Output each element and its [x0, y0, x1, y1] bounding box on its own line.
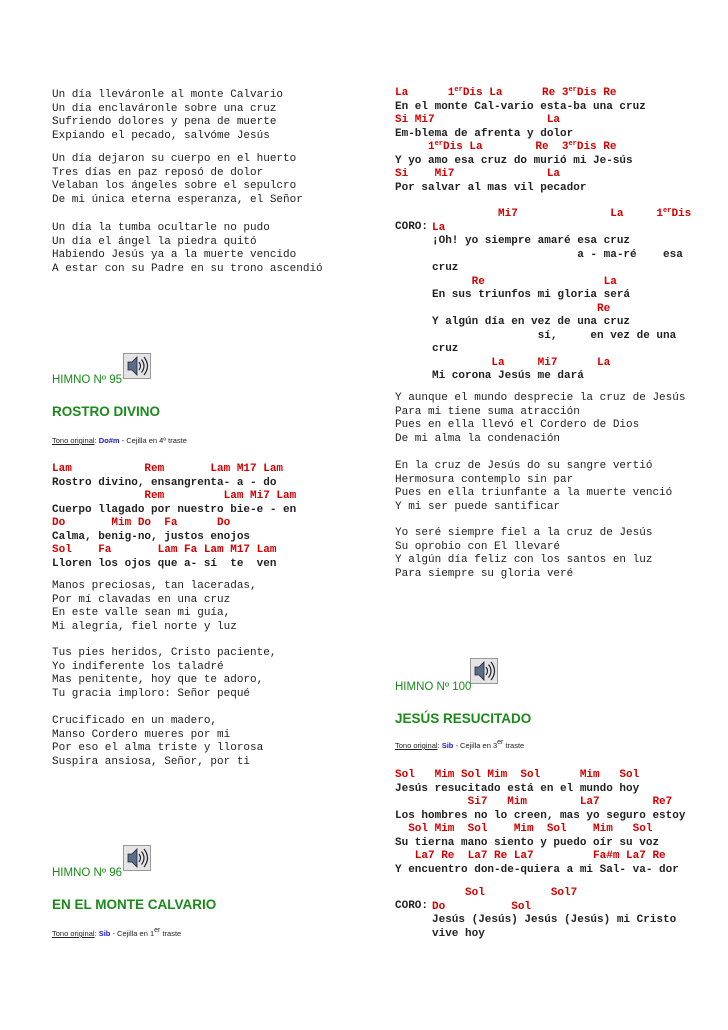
chord-text: Si7 Mim La7 Re7 — [395, 796, 673, 808]
rostro-stanza-line: Manso Cordero mueres por mi — [52, 728, 231, 741]
chord-superscript: er — [568, 140, 577, 148]
monte-calvario-coro-lyric-line: Mi corona Jesús me dará — [432, 370, 584, 382]
rostro-divino-lyric-line: Cuerpo llagado por nuestro bie-e - en — [52, 503, 297, 516]
jesus-resucitado-chord-line — [395, 796, 672, 810]
rostro-stanza-line: Tu gracia imploro: Señor pequé — [52, 687, 251, 700]
calvario-stanza-line: Pues en ella llevó el Cordero de Dios — [395, 419, 640, 431]
himno-96-label: HIMNO Nº 96 — [52, 867, 123, 879]
jesus-resucitado-chord-line — [395, 850, 666, 864]
chord-text: Mi7 La 1 — [432, 208, 664, 220]
left-stanza-line: Velaban los ángeles sobre el sepulcro — [52, 180, 297, 192]
monte-calvario-coro-lyric-line: cruz — [432, 343, 459, 355]
calvario-stanza-line: De mi alma la condenación — [395, 432, 561, 445]
chord-text: Do Mim Do Fa Do — [52, 517, 231, 529]
tono-key: Sib — [441, 741, 454, 750]
monte-calvario-verse-chord-line — [395, 168, 560, 182]
himno-95-tono-original: Tono original: Do#m - Cejilla en 4º traste — [52, 436, 187, 445]
chord-text: Dis La Re 3 — [462, 87, 569, 99]
monte-calvario-verse-lyric-line: Y yo amo esa cruz do murió mi Je-sús — [395, 154, 633, 167]
chord-text: Re — [432, 302, 611, 315]
calvario-stanza-line: Pues en ella triunfante a la muerte venció — [395, 487, 673, 499]
monte-calvario-coro-lyric-line: cruz — [432, 262, 459, 274]
calvario-stanza-line: En la cruz de Jesús do su sangre vertió — [395, 460, 653, 472]
left-stanza-line: Un día el ángel la piedra quitó — [52, 235, 257, 248]
chord-text: Sol Fa Lam Fa Lam M17 Lam — [52, 544, 277, 556]
calvario-stanza-line: Para mi tiene suma atracción — [395, 405, 580, 418]
rostro-stanza-line: Yo indiferente los taladré — [52, 660, 224, 673]
himno-95-label: HIMNO Nº 95 — [52, 374, 123, 386]
calvario-stanza-line: Y mi ser puede santificar — [395, 500, 561, 513]
himno-96-title: EN EL MONTE CALVARIO — [52, 897, 217, 912]
jesus-resucitado-lyric-line: Los hombres no lo creen, mas yo seguro estoy — [395, 809, 686, 822]
rostro-divino-lyric-line: Rostro divino, ensangrenta- a - do — [52, 476, 277, 489]
tono-key: Do#m — [98, 436, 120, 445]
rostro-stanza-line: Por eso el alma triste y llorosa — [52, 742, 264, 754]
jesus-resucitado-coro-chord-line — [432, 887, 577, 901]
monte-calvario-verse-lyric-line: Por salvar al mas vil pecador — [395, 181, 587, 194]
jesus-resucitado-lyric-line: Su tierna mano siento y puedo oír su voz — [395, 836, 660, 849]
jesus-resucitado-coro-lyric-line: vive hoy — [432, 927, 485, 940]
rostro-stanza-line: Manos preciosas, tan laceradas, — [52, 580, 257, 592]
tono-label: Tono original — [395, 741, 438, 750]
chord-text: Dis Re — [576, 87, 617, 99]
himno-96-tono-original: Tono original: Sib - Cejilla en 1er traste — [52, 927, 182, 938]
calvario-stanza-line: Para siempre su gloria veré — [395, 567, 574, 580]
chord-text: Rem Lam Mi7 Lam — [52, 490, 297, 502]
left-stanza-line: Un día dejaron su cuerpo en el huerto — [52, 153, 297, 165]
tono-label: Tono original — [52, 929, 95, 938]
monte-calvario-coro-chord-line — [432, 208, 691, 222]
rostro-divino-chord-line — [52, 463, 283, 477]
calvario-stanza-line: Hermosura contemplo sin par — [395, 473, 574, 486]
monte-calvario-coro-lyric-line: Y algún día en vez de una cruz — [432, 316, 631, 328]
monte-calvario-verse-lyric-line: En el monte Cal-vario esta-ba una cruz — [395, 100, 646, 113]
chord-text: Dis La Re 3 — [443, 141, 569, 153]
left-stanza-line: A estar con su Padre en su trono ascendió — [52, 262, 323, 275]
left-stanza-line: Un día la tumba ocultarle no pudo — [52, 222, 270, 234]
chord-text: La Mi7 La — [432, 356, 611, 369]
jesus-resucitado-chord-line — [395, 769, 639, 783]
chord-text: Do — [432, 900, 512, 913]
chord-text: Sol — [511, 900, 532, 913]
rostro-stanza-line: Tus pies heridos, Cristo paciente, — [52, 647, 277, 659]
audio-speaker-icon[interactable] — [123, 845, 151, 871]
monte-calvario-coro-lyric-line: ¡Oh! yo siempre amaré esa cruz — [432, 235, 631, 247]
monte-calvario-coro-chord-line — [432, 222, 445, 236]
rostro-divino-lyric-line: Lloren los ojos que a- sí te ven — [52, 557, 277, 570]
calvario-stanza-line: Su oprobio con El llevaré — [395, 540, 561, 553]
monte-calvario-verse-chord-line — [395, 87, 616, 101]
jesus-resucitado-chord-line — [395, 823, 652, 837]
chord-text: Sol Sol7 — [432, 887, 578, 899]
himno-100-label: HIMNO Nº 100 — [395, 681, 472, 693]
jesus-resucitado-coro-chord-line — [432, 901, 531, 915]
rostro-stanza-line: Crucificado en un madero, — [52, 715, 218, 727]
rostro-stanza-line: Mas penitente, hoy que te adoro, — [52, 674, 264, 686]
coro-label: CORO: — [395, 900, 429, 912]
calvario-stanza-line: Yo seré siempre fiel a la cruz de Jesús — [395, 527, 653, 539]
calvario-stanza-line: Y aunque el mundo desprecie la cruz de Jesús — [395, 392, 686, 404]
monte-calvario-coro-lyric-line: a - ma-ré esa — [432, 248, 683, 261]
jesus-resucitado-lyric-line: Y encuentro don-de-quiera a mi Sal- va- dor — [395, 863, 679, 876]
chord-text: Si Mi7 La — [395, 168, 561, 180]
tono-key: Sib — [98, 929, 111, 938]
monte-calvario-coro-lyric-line: En sus triunfos mi gloria será — [432, 289, 631, 301]
monte-calvario-verse-lyric-line: Em-blema de afrenta y dolor — [395, 127, 574, 140]
tono-label: Tono original — [52, 436, 95, 445]
left-stanza-line: Sufriendo dolores y pena de muerte — [52, 116, 277, 128]
chord-text: 1 — [395, 141, 435, 153]
monte-calvario-verse-chord-line — [395, 141, 616, 155]
monte-calvario-verse-chord-line — [395, 114, 560, 128]
rostro-divino-chord-line — [52, 517, 230, 531]
rostro-divino-chord-line — [52, 490, 296, 504]
chord-text: La — [432, 221, 446, 234]
left-stanza-line: Un día lleváronle al monte Calvario — [52, 89, 284, 101]
chord-superscript: er — [663, 207, 672, 215]
rostro-divino-chord-line — [52, 544, 276, 558]
chord-text: Sol Mim Sol Mim Sol Mim Sol — [395, 769, 640, 781]
chord-superscript: er — [454, 86, 463, 94]
chord-superscript: er — [434, 140, 444, 148]
chord-text: La7 Re La7 Re La7 Fa#m La7 Re — [395, 850, 666, 862]
monte-calvario-coro-chord-line — [432, 357, 610, 371]
chord-text: Lam Rem Lam M17 Lam — [52, 463, 284, 475]
left-stanza-line: Habiendo Jesús ya a la muerte vencido — [52, 249, 297, 261]
left-stanza-line: Un día enclaváronle sobre una cruz — [52, 102, 277, 115]
left-stanza-line: Expiando el pecado, salvóme Jesús — [52, 129, 270, 142]
monte-calvario-coro-chord-line — [432, 303, 610, 317]
chord-text: La 1 — [395, 87, 455, 99]
chord-text: Dis — [671, 208, 692, 220]
rostro-stanza-line: Mi alegría, fiel norte y luz — [52, 620, 237, 633]
himno-100-tono-original: Tono original: Sib - Cejilla en 3er traste — [395, 739, 525, 750]
audio-speaker-icon[interactable] — [470, 658, 498, 684]
rostro-stanza-line: En este valle sean mi guía, — [52, 607, 231, 619]
chord-text: Sol Mim Sol Mim Sol Mim Sol — [395, 823, 653, 835]
monte-calvario-coro-lyric-line: sí, en vez de una — [432, 329, 677, 342]
rostro-stanza-line: Por mí clavadas en una cruz — [52, 593, 231, 606]
rostro-stanza-line: Suspira ansiosa, Señor, por ti — [52, 755, 251, 768]
himno-95-title: ROSTRO DIVINO — [52, 404, 161, 419]
chord-text: Re La — [432, 275, 617, 288]
left-stanza-line: De mi única eterna esperanza, el Señor — [52, 193, 303, 206]
jesus-resucitado-coro-lyric-line: Jesús (Jesús) Jesús (Jesús) mi Cristo — [432, 914, 677, 926]
audio-speaker-icon[interactable] — [123, 353, 151, 379]
chord-text: Si Mi7 La — [395, 114, 561, 126]
chord-superscript: er — [568, 86, 577, 94]
calvario-stanza-line: Y algún día feliz con los santos en luz — [395, 554, 653, 566]
left-stanza-line: Tres días en paz reposó de dolor — [52, 166, 264, 179]
jesus-resucitado-lyric-line: Jesús resucitado está en el mundo hoy — [395, 782, 640, 795]
chord-text: Dis Re — [576, 141, 617, 153]
himno-100-title: JESÚS RESUCITADO — [395, 711, 532, 726]
coro-label: CORO: — [395, 221, 429, 233]
rostro-divino-lyric-line: Calma, benig-no, justos enojos — [52, 530, 251, 543]
monte-calvario-coro-chord-line — [432, 276, 617, 290]
